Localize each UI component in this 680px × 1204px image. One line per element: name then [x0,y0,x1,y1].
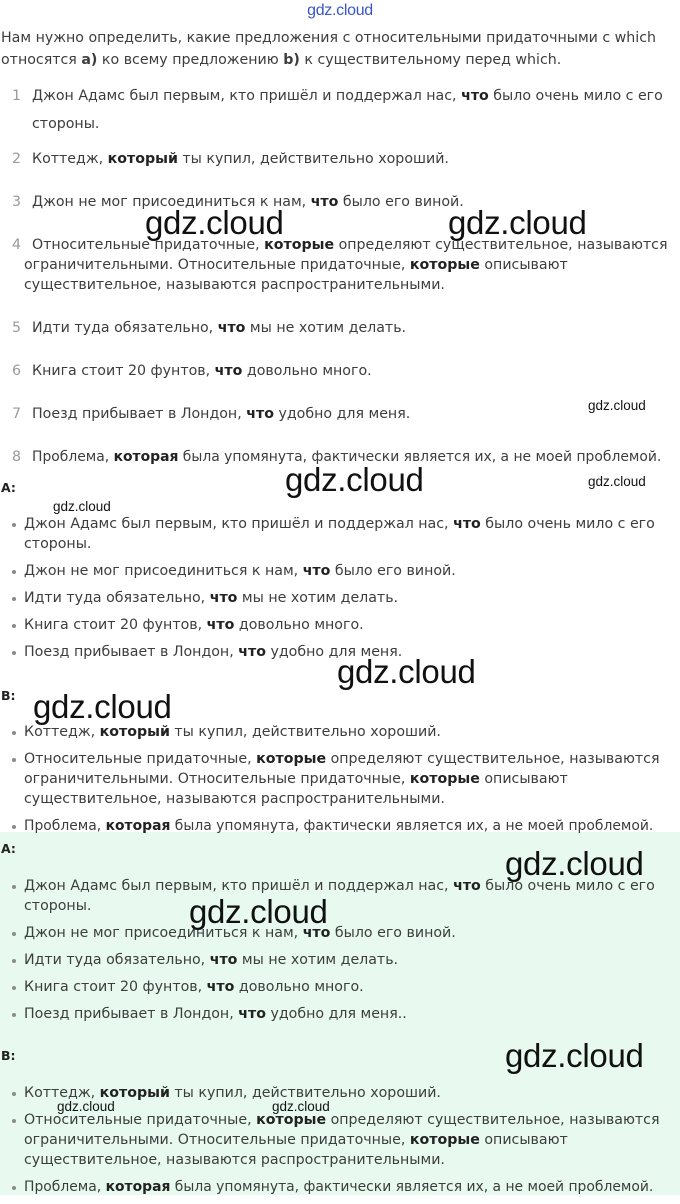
task-text: описывают существительное, называются распространительными. [24,257,568,293]
task-instructions [1,27,673,71]
list-item: Поезд прибывает в Лондон, что удобно для меня. [10,642,672,662]
watermark: gdz.cloud [448,204,587,241]
instructions-text: ко всему предложению [97,52,284,68]
task-text: Джон не мог присоединиться к нам, [32,194,311,210]
list-item: Относительные придаточные, которые определяют существительное, называются ограничительными. Относительные придаточные, которые описывают существительное, называются распространительными. [10,1110,672,1170]
option-a-label: a) [81,52,98,68]
option-b-label: b) [283,52,300,68]
list-item: Книга стоит 20 фунтов, что довольно много. [10,977,672,997]
answer-a-list [10,514,672,669]
task-number: 7 [12,406,22,422]
task-number: 6 [12,363,22,379]
answer-a-label: A: [1,841,16,856]
answer-a-list [10,876,672,1031]
list-item: Относительные придаточные, которые определяют существительное, называются ограничительными. Относительные придаточные, которые описывают существительное, называются распространительными. [10,749,672,809]
watermark: gdz.cloud [588,474,646,489]
watermark: gdz.cloud [505,1037,644,1074]
answer-a-label: A: [1,480,16,495]
task-text: мы не хотим делать. [245,320,407,336]
watermark: gdz.cloud [145,204,284,241]
task-text: Книга стоит 20 фунтов, [32,363,215,379]
list-item: Проблема, которая была упомянута, фактически является их, а не моей проблемой. [10,1177,672,1197]
task-text: Проблема, [32,449,114,465]
watermark: gdz.cloud [588,398,646,413]
task-number: 1 [12,88,22,104]
task-text: удобно для меня. [273,406,411,422]
watermark: gdz.cloud [272,1099,330,1114]
relative-pronoun: который [107,151,178,167]
answer-b-label: B: [1,1048,16,1063]
task-text: ты купил, действительно хороший. [177,151,449,167]
relative-pronoun: что [461,88,489,104]
relative-pronoun: что [310,194,339,210]
relative-pronoun: что [214,363,243,379]
list-item: Книга стоит 20 фунтов, что довольно много. [10,615,672,635]
task-text: была упомянута, фактически является их, а не моей проблемой. [178,449,662,465]
task-number: 5 [12,320,22,336]
site-link[interactable]: gdz.cloud [307,2,373,19]
relative-pronoun: что [217,320,246,336]
answer-b-list [10,722,672,843]
task-number: 4 [12,237,22,253]
answer-b-label: B: [1,688,16,703]
task-text: определяют существительное, называются ограничительными. Относительные придаточные, [24,237,668,273]
list-item: Коттедж, который ты купил, действительно хороший. [10,1083,672,1103]
task-number: 3 [12,194,22,210]
watermark: gdz.cloud [57,1099,115,1114]
instructions-text: к существительному перед which. [299,52,562,68]
task-text: Относительные придаточные, [32,237,265,253]
watermark: gdz.cloud [53,499,111,514]
relative-pronoun: которые [264,237,335,253]
task-number: 2 [12,151,22,167]
task-number: 8 [12,449,22,465]
list-item: Джон не мог присоединиться к нам, что было его виной. [10,923,672,943]
watermark: gdz.cloud [285,461,424,498]
list-item: Поезд прибывает в Лондон, что удобно для меня.. [10,1004,672,1024]
task-text: было его виной. [338,194,464,210]
list-item: Идти туда обязательно, что мы не хотим делать. [10,588,672,608]
relative-pronoun: которые [409,257,480,273]
task-text: Коттедж, [32,151,108,167]
watermark: gdz.cloud [337,653,476,690]
task-text: Джон Адамс был первым, кто пришёл и поддержал нас, [32,88,462,104]
task-text: довольно много. [242,363,372,379]
task-text: было очень мило с его стороны. [32,88,663,132]
list-item: Проблема, которая была упомянута, фактически является их, а не моей проблемой. [10,816,672,836]
watermark: gdz.cloud [505,845,644,882]
list-item: Джон Адамс был первым, кто пришёл и поддержал нас, что было очень мило с его стороны. [10,876,672,916]
task-text: Идти туда обязательно, [32,320,218,336]
instructions-line-1: Нам нужно определить, какие предложения с относительными придаточными с which [1,30,657,46]
list-item: Коттедж, который ты купил, действительно хороший. [10,722,672,742]
list-item: Джон Адамс был первым, кто пришёл и поддержал нас, что было очень мило с его стороны. [10,514,672,554]
task-text: Поезд прибывает в Лондон, [32,406,247,422]
instructions-text: относятся [1,52,82,68]
list-item: Джон не мог присоединиться к нам, что было его виной. [10,561,672,581]
watermark: gdz.cloud [33,688,172,725]
relative-pronoun: которая [113,449,179,465]
relative-pronoun: что [246,406,274,422]
watermark: gdz.cloud [189,893,328,930]
list-item: Идти туда обязательно, что мы не хотим делать. [10,950,672,970]
